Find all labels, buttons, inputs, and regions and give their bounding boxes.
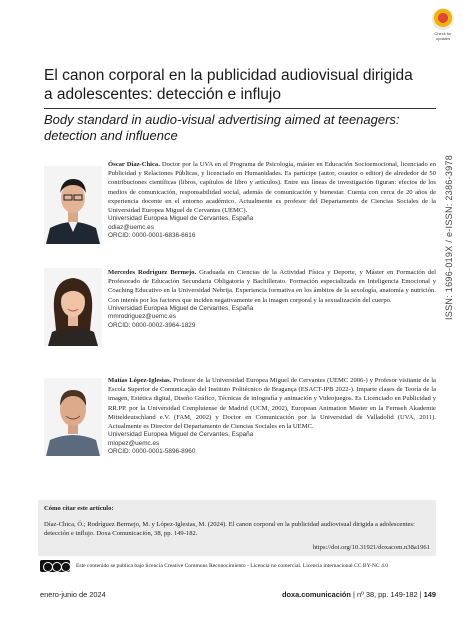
footer-issue: | nº 38, pp. 149-182 |: [353, 590, 422, 599]
author-bio-text-1: Doctor por la UVA en el Programa de Psicología, máster en Educación Socioemocional, licenciado en Publicidad y Relaciones Públicas, y licenciado en Humanidades. Es partícipe (autor, coautor o editor) de alrededor de 50 contribuciones científicas (libros, capítulos de libro y artículos). Entre sus líneas de investigación figuran: efectos de los medios de comunicación, responsabilidad social, además de comunicación y bienestar. Cuenta con cerca de 20 años de experiencia docente en el entorno académico. Actualmente es profesor del Departamento de Ciencias Sociales de la Universidad Europea Miguel de Cervantes (UEMC).: [108, 161, 436, 215]
author-affiliation-1: Universidad Europea Miguel de Cervantes, España: [108, 215, 254, 223]
author-bio-1: [108, 160, 436, 241]
author-email-2[interactable]: mmrodriguez@uemc.es: [108, 313, 176, 321]
license-text: Este contenido se publica bajo licencia Creative Commons Reconocimiento - Licencia no comercial. Licencia internacional CC BY-NC 4.0: [76, 563, 389, 569]
author-email-1[interactable]: odiaz@uemc.es: [108, 223, 154, 231]
footer-page-number: 149: [423, 590, 436, 599]
footer-date: enero-junio de 2024: [40, 590, 106, 599]
page-footer: [40, 590, 436, 599]
author-orcid-1[interactable]: ORCID: 0000-0001-6836-6616: [108, 232, 196, 240]
author-email-3[interactable]: mlopez@uemc.es: [108, 439, 160, 447]
author-affiliation-3: Universidad Europea Miguel de Cervantes, España: [108, 431, 254, 439]
author-bio-3: [108, 376, 436, 457]
citation-heading: Cómo citar este artículo:: [44, 505, 114, 512]
author-name-3: Matías López-Iglesias.: [108, 377, 172, 384]
footer-journal-name: doxa.comunicación: [281, 590, 351, 599]
crossmark-icon: [432, 8, 454, 30]
author-orcid-2[interactable]: ORCID: 0000-0002-3964-1829: [108, 322, 196, 329]
citation-box: [38, 500, 436, 556]
title-english: Body standard in audio-visual advertising aimed at teenagers: detection and influence: [44, 112, 400, 143]
author-photo-2: [44, 268, 102, 346]
author-orcid-3[interactable]: ORCID: 0000-0001-5896-8960: [108, 448, 196, 456]
check-for-updates-badge[interactable]: [428, 8, 458, 44]
creative-commons-icon[interactable]: [40, 560, 70, 572]
badge-label: Check for updates: [434, 31, 452, 41]
author-name-2: Mercedes Rodríguez Bermejo.: [108, 269, 197, 276]
author-bio-text-2: Graduada en Ciencias de la Actividad Física y Deporte, y Máster en Formación del Profesorado de Educación Secundaria Obligatoria y Bachillerato. Formación especializada en Inteligencia Emocional y Coaching Educativo en la Universidad Nebrija. Experiencia formativa en los ámbitos de la sexología, anatomía y nutrición. Con interés por los factores que inciden negativamente en la imagen corporal y la sexualización del cuerpo.: [108, 269, 436, 304]
title-spanish: El canon corporal en la publicidad audiovisual dirigida a adolescentes: detección e influjo: [44, 67, 413, 103]
citation-doi-link[interactable]: https://doi.org/10.31921/doxacom.n38a1961: [312, 544, 430, 551]
citation-text: Díaz-Chica, Ó.; Rodríguez Bermejo, M. y López-Iglesias, M. (2024). El canon corporal en la publicidad audiovisual dirigida a adolescentes: detección e influjo. Doxa Comunicación, 38, pp. 149-182.: [44, 521, 415, 537]
title-divider: [44, 108, 436, 109]
author-affiliation-2: Universidad Europea Miguel de Cervantes, España: [108, 304, 254, 312]
author-bio-2: [108, 268, 436, 331]
footer-journal-info: [282, 590, 436, 599]
author-photo-3: [44, 378, 102, 456]
author-name-1: Óscar Díaz-Chica.: [108, 161, 160, 168]
issn-vertical: ISSN: 1696-019X / e-ISSN: 2386-3978: [444, 154, 454, 320]
author-photo-1: [44, 166, 102, 244]
author-bio-text-3: Profesor de la Universidad Europea Miguel de Cervantes (UEMC 2006-) y Profesor visitante de la Escola Superior de Comunicação del Instituto Politécnico de Bragança (ESACT-IPB 2022-). Imparte clases de Teoría de la imagen, Estética digital, Diseño Gráfico, Técnicas de infografía y animación y Videojuegos. Es Licenciado en Publicidad y RR.PP. por la Universidad Complutense de Madrid (UCM, 2002), European Animation Master en la Fernseh Akademie Mitteldeutschland e.V. (FAM, 2002) y Doctor en Comunicación por la Universidad de Valladolid (UVA, 2011). Actualmente es Director del Departamento de Ciencias Sociales en la UEMC.: [108, 377, 436, 431]
